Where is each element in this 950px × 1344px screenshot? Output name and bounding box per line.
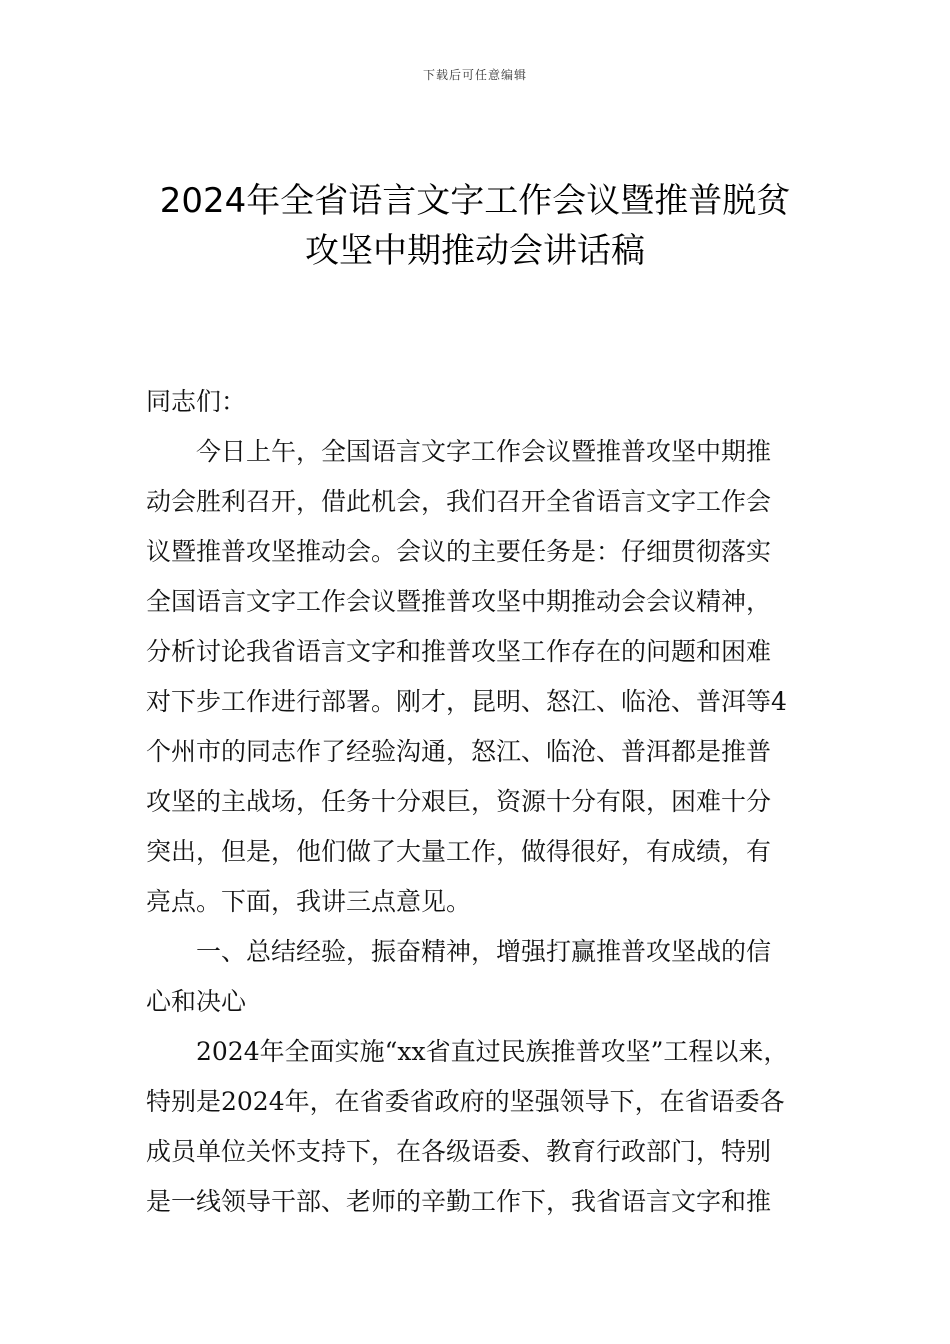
paragraph [146,427,810,927]
paragraph-line: 是一线领导干部、老师的辛勤工作下，我省语言文字和推 [146,1187,772,1216]
paragraph-line: 突出，但是，他们做了大量工作，做得很好，有成绩，有 [146,837,772,866]
header-note: 下载后可任意编辑 [422,68,527,82]
paragraph-line: 2024年全面实施“xx省直过民族推普攻坚”工程以来， [196,1037,789,1066]
paragraph-line: 特别是2024年，在省委省政府的坚强领导下，在省语委各 [146,1087,785,1116]
paragraph-line: 全国语言文字工作会议暨推普攻坚中期推动会会议精神， [146,587,772,616]
greeting [146,377,810,427]
heading-line: 心和决心 [146,987,247,1016]
paragraph-line: 今日上午，全国语言文字工作会议暨推普攻坚中期推 [196,437,772,466]
section-heading [146,927,810,1027]
paragraph-line: 动会胜利召开，借此机会，我们召开全省语言文字工作会 [146,487,772,516]
greeting-line: 同志们： [146,387,247,416]
paragraph [146,1027,810,1227]
paragraph-line: 成员单位关怀支持下，在各级语委、教育行政部门，特别 [146,1137,772,1166]
paragraph-line: 对下步工作进行部署。刚才，昆明、怒江、临沧、普洱等4 [146,687,787,716]
paragraph-line: 攻坚的主战场，任务十分艰巨，资源十分有限，困难十分 [146,787,772,816]
paragraph-line: 亮点。下面，我讲三点意见。 [146,887,472,916]
paragraph-line: 个州市的同志作了经验沟通，怒江、临沧、普洱都是推普 [146,737,772,766]
title-line-1: 2024年全省语言文字工作会议暨推普脱贫 [159,181,791,221]
paragraph-line: 分析讨论我省语言文字和推普攻坚工作存在的问题和困难 [146,637,772,666]
paragraph-line: 议暨推普攻坚推动会。会议的主要任务是：仔细贯彻落实 [146,537,772,566]
title-line-2: 攻坚中期推动会讲话稿 [305,231,645,271]
document-body [146,427,810,1227]
document-title [100,176,850,276]
heading-line: 一、总结经验，振奋精神，增强打赢推普攻坚战的信 [196,937,772,966]
